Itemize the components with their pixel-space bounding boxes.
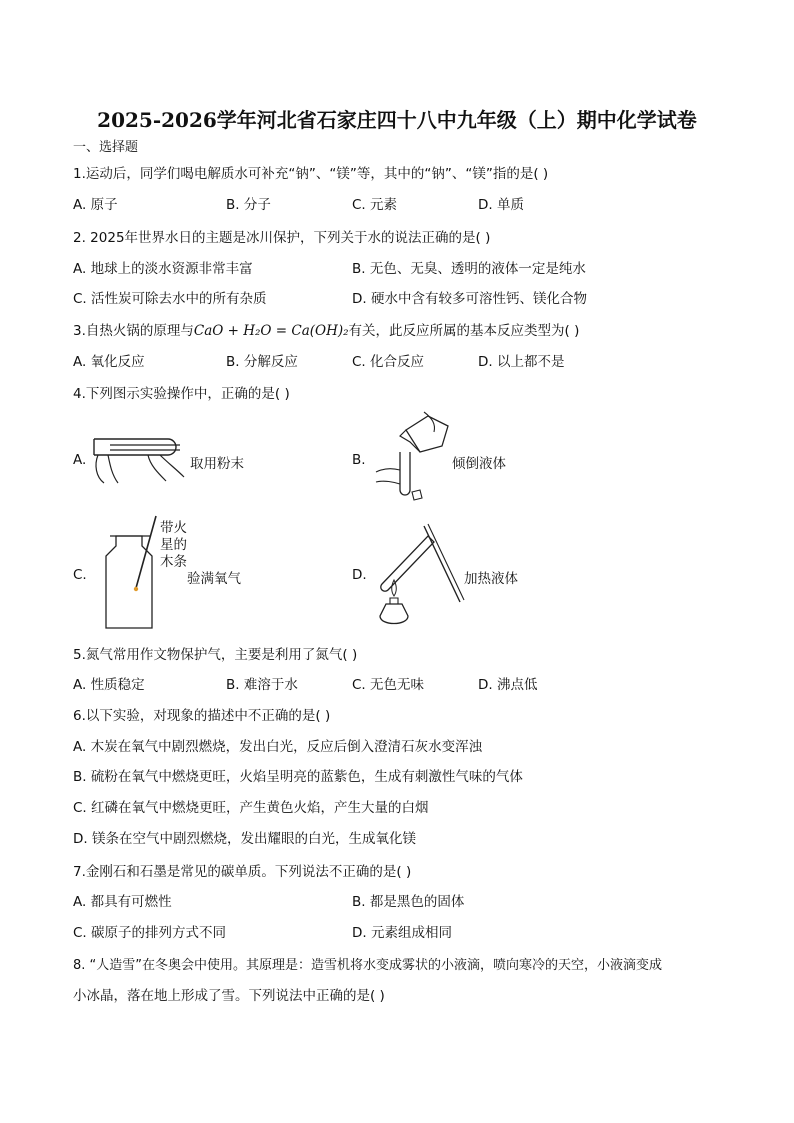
q4-powder-figure (88, 425, 188, 487)
q5-option-b: B. 难溶于水 (226, 677, 298, 693)
q4-option-a-caption: 取用粉末 (190, 456, 244, 472)
q4-option-c-caption: 验满氧气 (187, 571, 241, 587)
q2-option-b: B. 无色、无臭、透明的液体一定是纯水 (352, 261, 586, 277)
question-7-stem: 7.金刚石和石墨是常见的碳单质。下列说法不正确的是( ) (73, 864, 412, 880)
question-8-stem-line-2: 小冰晶，落在地上形成了雪。下列说法中正确的是( ) (73, 988, 385, 1004)
q4-option-d-letter: D. (352, 567, 367, 583)
q2-option-d: D. 硬水中含有较多可溶性钙、镁化合物 (352, 291, 587, 307)
q5-option-d: D. 沸点低 (478, 677, 538, 693)
q7-option-d: D. 元素组成相同 (352, 925, 452, 941)
q1-option-b: B. 分子 (226, 197, 271, 213)
q1-option-d: D. 单质 (478, 197, 524, 213)
q1-option-a: A. 原子 (73, 197, 118, 213)
q4-gas-bottle-figure (96, 516, 166, 632)
q4-option-b-letter: B. (352, 452, 366, 468)
q3-option-b: B. 分解反应 (226, 354, 298, 370)
question-2-stem: 2. 2025年世界水日的主题是冰川保护，下列关于水的说法正确的是( ) (73, 230, 491, 246)
q7-option-b: B. 都是黑色的固体 (352, 894, 465, 910)
q4-option-d-caption: 加热液体 (464, 571, 518, 587)
q6-option-d: D. 镁条在空气中剧烈燃烧，发出耀眼的白光，生成氧化镁 (73, 831, 416, 847)
q6-option-c: C. 红磷在氧气中燃烧更旺，产生黄色火焰，产生大量的白烟 (73, 800, 429, 816)
q5-option-c: C. 无色无味 (352, 677, 425, 693)
q3-stem-end: 有关，此反应所属的基本反应类型为( ) (348, 323, 580, 339)
q4-pour-figure (366, 412, 456, 504)
q1-option-c: C. 元素 (352, 197, 398, 213)
q3-option-d: D. 以上都不是 (478, 354, 565, 370)
q2-option-c: C. 活性炭可除去水中的所有杂质 (73, 291, 267, 307)
q6-option-b: B. 硫粉在氧气中燃烧更旺，火焰呈明亮的蓝紫色，生成有刺激性气味的气体 (73, 769, 523, 785)
splint-label-line-3: 木条 (160, 554, 187, 570)
q5-option-a: A. 性质稳定 (73, 677, 145, 693)
q4-option-b-caption: 倾倒液体 (452, 456, 506, 472)
question-1-stem: 1.运动后，同学们喝电解质水可补充“钠”、“镁”等，其中的“钠”、“镁”指的是( ) (73, 166, 549, 182)
q7-option-a: A. 都具有可燃性 (73, 894, 172, 910)
q3-stem-start: 3.自热火锅的原理与 (73, 323, 194, 339)
splint-label-line-2: 星的 (160, 537, 187, 553)
q4-heating-figure (370, 522, 462, 632)
q6-option-a: A. 木炭在氧气中剧烈燃烧，发出白光，反应后倒入澄清石灰水变浑浊 (73, 739, 483, 755)
question-3-stem (73, 322, 579, 340)
q4-splint-label (160, 520, 187, 571)
question-6-stem: 6.以下实验，对现象的描述中不正确的是( ) (73, 708, 331, 724)
q2-option-a: A. 地球上的淡水资源非常丰富 (73, 261, 253, 277)
question-5-stem: 5.氮气常用作文物保护气，主要是利用了氮气( ) (73, 647, 358, 663)
question-4-stem: 4.下列图示实验操作中，正确的是( ) (73, 386, 290, 402)
q7-option-c: C. 碳原子的排列方式不同 (73, 925, 227, 941)
question-8-stem-line-1: 8. “人造雪”在冬奥会中使用。其原理是：造雪机将水变成雾状的小液滴，喷向寒冷的天空，小液滴变成 (73, 958, 663, 973)
section-heading: 一、选择题 (73, 140, 139, 155)
q4-option-c-letter: C. (73, 567, 87, 583)
page-title: 2025-2026学年河北省石家庄四十八中九年级（上）期中化学试卷 (97, 108, 697, 132)
q3-option-c: C. 化合反应 (352, 354, 425, 370)
q3-option-a: A. 氧化反应 (73, 354, 145, 370)
q4-option-a-letter: A. (73, 452, 87, 468)
splint-label-line-1: 带火 (160, 520, 187, 536)
q3-formula: CaO + H₂O = Ca(OH)₂ (193, 323, 349, 339)
